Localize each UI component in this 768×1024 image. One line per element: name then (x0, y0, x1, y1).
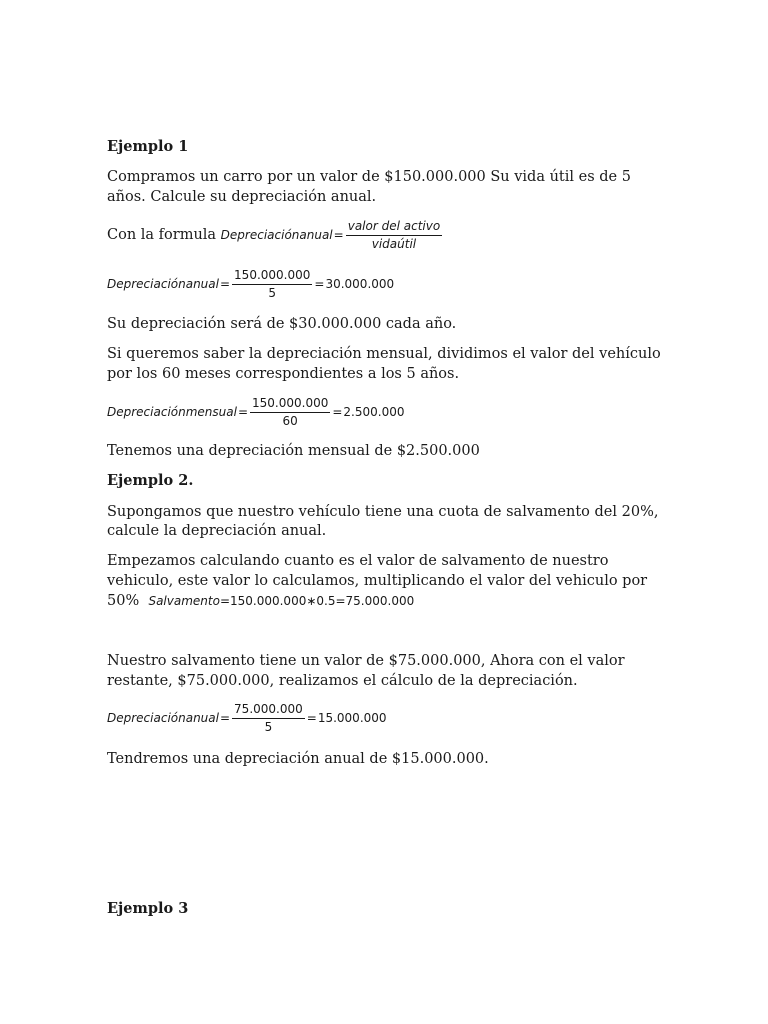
calculation-monthly (107, 392, 667, 432)
equation-fraction (232, 268, 312, 301)
salvage-equation (148, 591, 414, 611)
paragraph-line: Tendremos una depreciación anual de $15.000.000. (107, 751, 489, 767)
paragraph-line: por los 60 meses correspondientes a los 5 años. (107, 366, 460, 382)
formula-numerator: valor del activo (346, 219, 442, 236)
equation-expression: =150.000.000∗0.5=75.000.000 (219, 594, 415, 608)
paragraph-text: 50% (107, 593, 149, 609)
formula-lhs: Depreciaciónanual (220, 228, 333, 242)
equation-result: 30.000.000 (325, 277, 395, 291)
equation-equals: = (306, 711, 317, 725)
paragraph-line: Compramos un carro por un valor de $150.000.000 Su vida útil es de 5 (107, 169, 631, 185)
calculation-annual (107, 264, 667, 304)
paragraph-line: Si queremos saber la depreciación mensual, dividimos el valor del vehículo (107, 346, 661, 362)
equation-numerator: 150.000.000 (232, 268, 312, 285)
equation-equals: = (332, 405, 343, 419)
formula-fraction (346, 219, 442, 252)
paragraph-line: calcule la depreciación anual. (107, 523, 327, 539)
paragraph-line: Empezamos calculando cuanto es el valor de salvamento de nuestro (107, 553, 609, 569)
paragraph-line: Su depreciación será de $30.000.000 cada año. (107, 316, 457, 332)
equation-numerator: 75.000.000 (232, 702, 305, 719)
equation (107, 268, 394, 301)
calculation-annual-salvage (107, 698, 667, 738)
equation-lhs: Depreciaciónmensual (107, 405, 237, 419)
equation-fraction (250, 396, 330, 429)
equation-lhs: Depreciaciónanual (107, 711, 219, 725)
equation-result: 2.500.000 (343, 405, 405, 419)
equation-denominator: 5 (268, 285, 277, 300)
paragraph-line: Tenemos una depreciación mensual de $2.500.000 (107, 443, 480, 459)
equation (107, 702, 387, 735)
paragraph-line: Nuestro salvamento tiene un valor de $75.000.000, Ahora con el valor (107, 653, 625, 669)
salvage-line (107, 591, 667, 611)
equation (107, 396, 405, 429)
formula-definition (107, 215, 667, 255)
heading-ejemplo-3: Ejemplo 3 (107, 900, 189, 917)
paragraph-line: vehiculo, este valor lo calculamos, multiplicando el valor del vehiculo por (107, 573, 648, 589)
equation-fraction (232, 702, 305, 735)
paragraph-line: Supongamos que nuestro vehículo tiene una cuota de salvamento del 20%, (107, 504, 659, 520)
paragraph-line: restante, $75.000.000, realizamos el cálculo de la depreciación. (107, 673, 578, 689)
equation-equals: = (219, 711, 231, 725)
formula-denominator: vidaútil (371, 236, 417, 251)
formula-intro-text: Con la formula (107, 227, 221, 243)
equation-lhs: Salvamento (148, 594, 220, 608)
equation-denominator: 5 (264, 719, 273, 734)
heading-ejemplo-2: Ejemplo 2. (107, 472, 194, 489)
paragraph-line: años. Calcule su depreciación anual. (107, 189, 377, 205)
equation-denominator: 60 (282, 413, 298, 428)
formula-depreciation (221, 219, 444, 252)
equation-equals: = (237, 405, 249, 419)
equation-result: 15.000.000 (317, 711, 387, 725)
equation-numerator: 150.000.000 (250, 396, 330, 413)
equation-lhs: Depreciaciónanual (107, 277, 219, 291)
formula-equals: = (333, 228, 344, 242)
heading-ejemplo-1: Ejemplo 1 (107, 138, 189, 155)
equation-equals: = (219, 277, 231, 291)
equation-equals: = (314, 277, 325, 291)
